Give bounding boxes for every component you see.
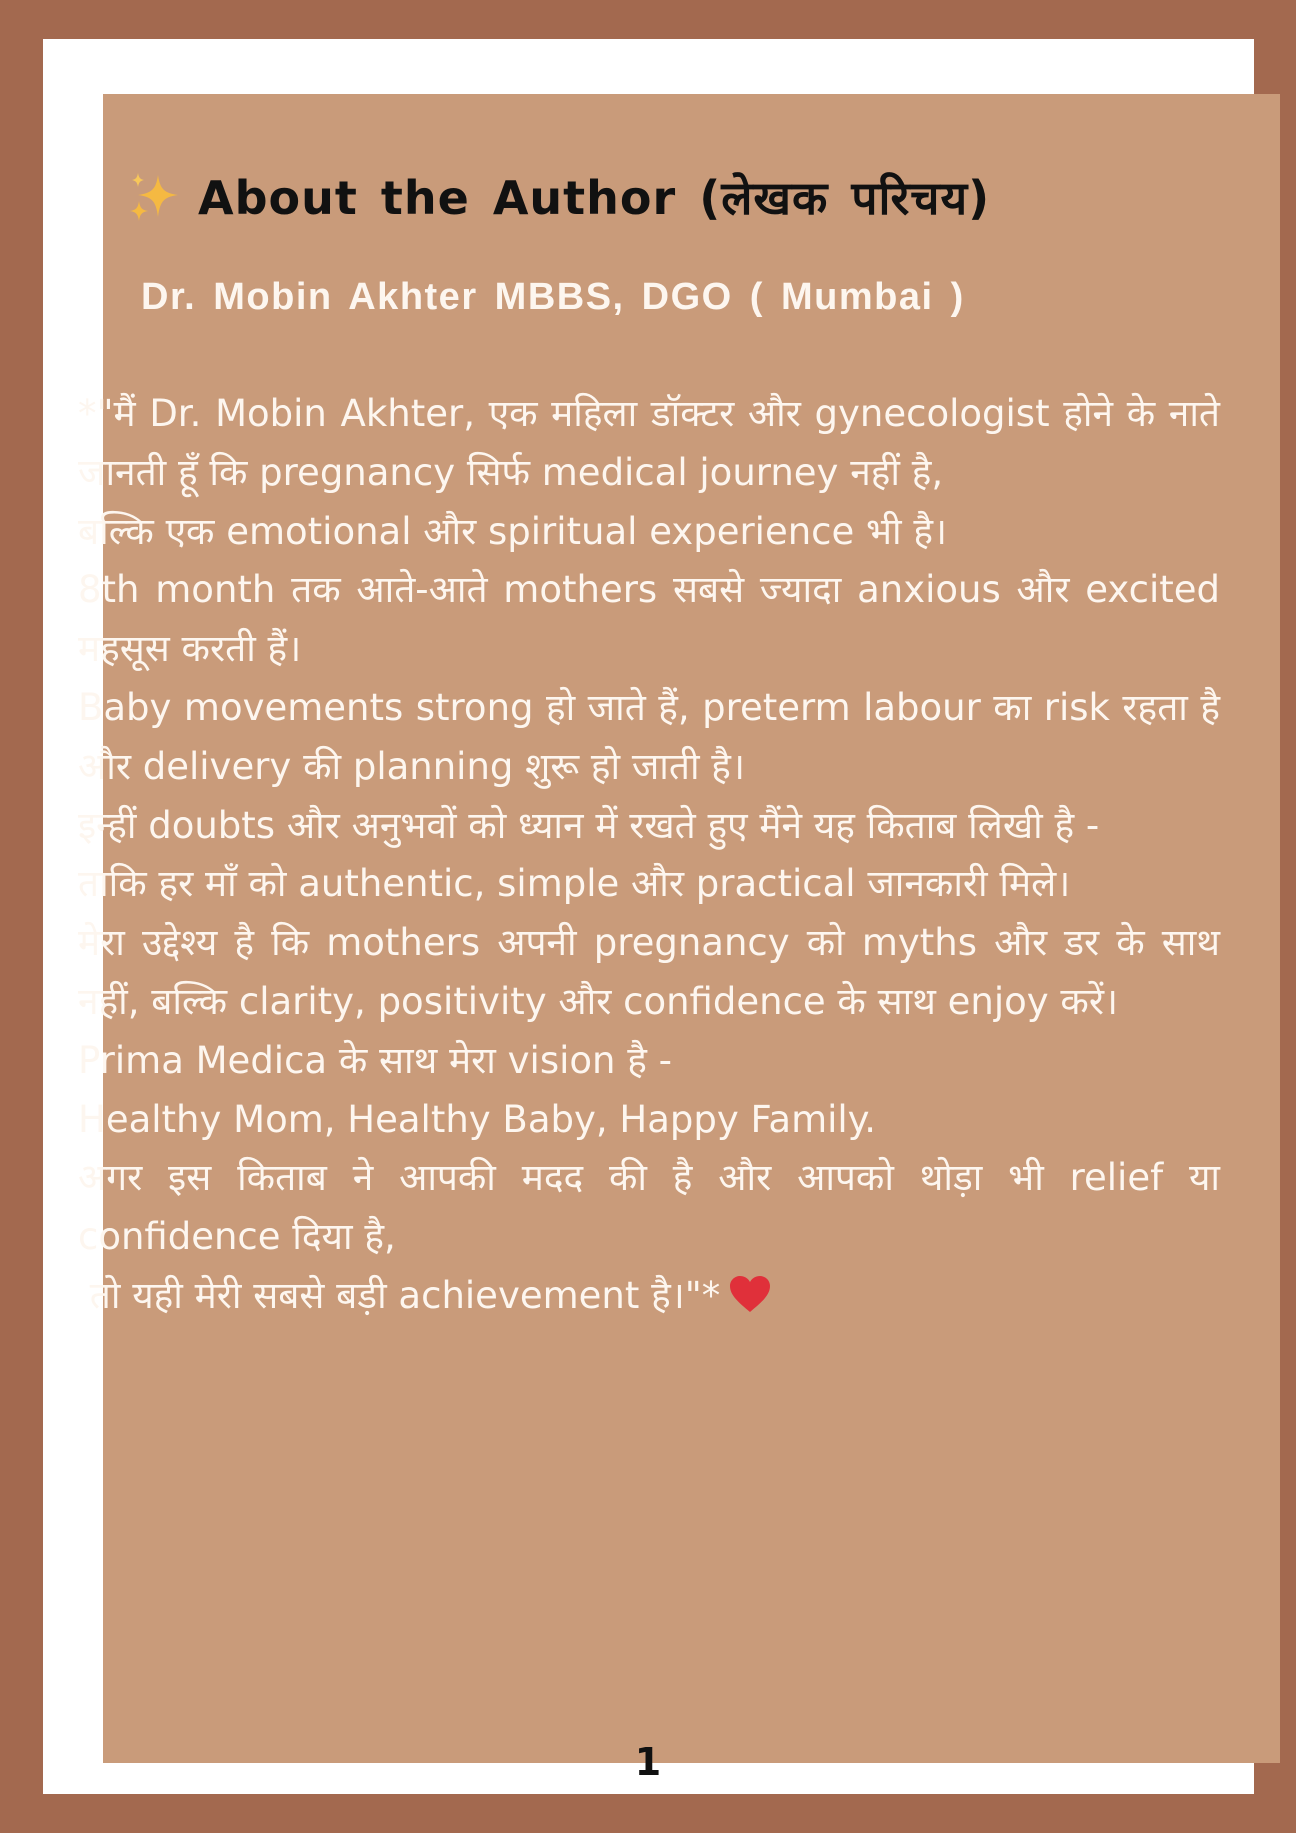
bio-paragraph: तो यही मेरी सबसे बड़ी achievement है।"* bbox=[78, 1273, 721, 1317]
bio-paragraph: Prima Medica के साथ मेरा vision है - bbox=[78, 1038, 672, 1082]
bio-paragraph: 8th month तक आते-आते mothers सबसे ज्यादा anxious और excited महसूस करती हैं। bbox=[78, 568, 1220, 671]
author-name: Dr. Mobin Akhter MBBS, DGO ( Mumbai ) bbox=[141, 276, 965, 318]
bio-paragraph: Baby movements strong हो जाते हैं, preterm labour का risk रहता है और delivery की planning शुरू हो जाती है। bbox=[78, 685, 1220, 788]
bio-paragraph: ताकि हर माँ को authentic, simple और practical जानकारी मिले। bbox=[78, 862, 1071, 906]
bio-paragraph: मेरा उद्देश्य है कि mothers अपनी pregnancy को myths और डर के साथ नहीं, बल्कि clarity, positivity और confidence के साथ enjoy करें। bbox=[78, 921, 1220, 1023]
bio-paragraph: अगर इस किताब ने आपकी मदद की है और आपको थोड़ा भी relief या confidence दिया है, bbox=[78, 1156, 1220, 1259]
bio-closing-line bbox=[78, 1267, 1220, 1326]
sparkles-icon bbox=[128, 171, 180, 223]
page-number: 1 bbox=[634, 1740, 662, 1784]
author-bio bbox=[78, 385, 1220, 1326]
bio-paragraph: Healthy Mom, Healthy Baby, Happy Family. bbox=[78, 1097, 877, 1141]
bio-paragraph: इन्हीं doubts और अनुभवों को ध्यान में रखते हुए मैंने यह किताब लिखी है - bbox=[78, 803, 1100, 847]
bio-paragraph: बल्कि एक emotional और spiritual experience भी है। bbox=[78, 509, 948, 553]
page-title: About the Author (लेखक परिचय) bbox=[198, 171, 991, 225]
bio-paragraph: *"मैं Dr. Mobin Akhter, एक महिला डॉक्टर और gynecologist होने के नाते जानती हूँ कि pregnancy सिर्फ medical journey नहीं है, bbox=[78, 392, 1220, 494]
heart-icon bbox=[728, 1274, 772, 1314]
title-row bbox=[128, 166, 990, 228]
